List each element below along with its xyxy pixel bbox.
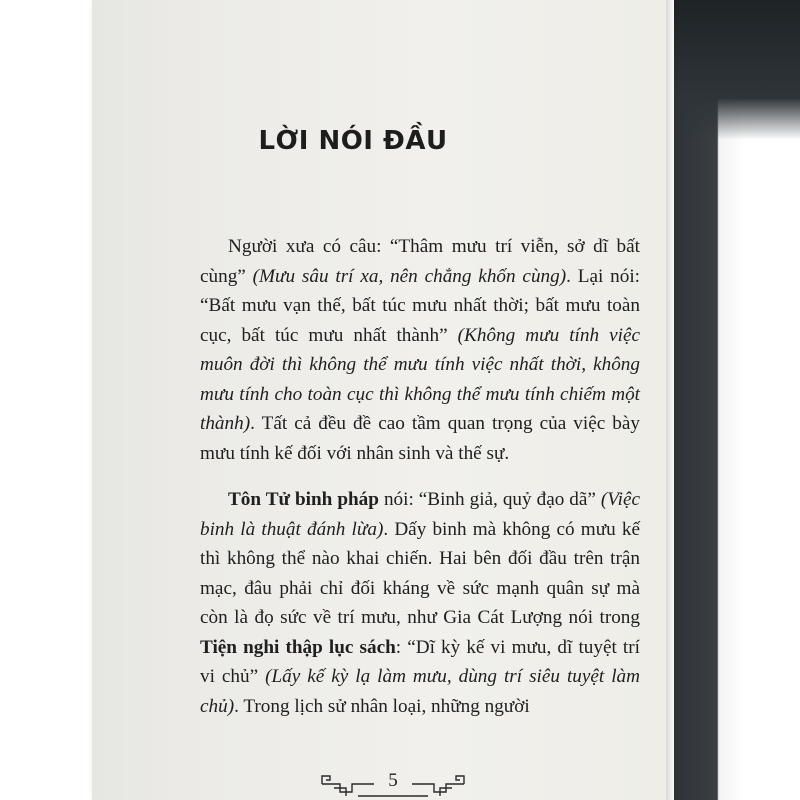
page-footer	[318, 766, 468, 800]
paragraph-2-italic-1: (Việc binh là thuật đánh lừa)	[200, 489, 640, 540]
paragraph-1-text-1: Người xưa có câu: “Thâm mưu trí viễn, sở dĩ bất cùng”	[200, 236, 640, 287]
page-number: 5	[388, 770, 398, 791]
paragraph-2-bold-1: Tôn Tử binh pháp	[228, 489, 379, 510]
paragraph-1	[200, 232, 640, 468]
paragraph-2-text-3: : “Dĩ kỳ kế vi mưu, dĩ tuyệt trí vi chủ”	[200, 636, 640, 687]
paragraph-2-text-1: nói: “Binh giả, quỷ đạo dã”	[378, 489, 601, 510]
paragraph-2-text-2: . Dấy binh mà không có mưu kế thì không thể nào khai chiến. Hai bên đối đầu trên trận mạc, đâu phải chỉ đối kháng về sức mạnh quân sự mà còn là đọ sức về trí mưu, như Gia Cát Lượng nói trong	[200, 518, 640, 628]
page-edge	[666, 0, 674, 800]
paragraph-2-text-4: . Trong lịch sử nhân loại, những người	[234, 695, 530, 717]
background-shadow	[660, 0, 800, 140]
paragraph-2	[200, 485, 640, 721]
paragraph-2-italic-2: (Lấy kế kỳ lạ làm mưu, dùng trí siêu tuyệt làm chủ)	[200, 666, 640, 717]
page-title: LỜI NÓI ĐẦU	[258, 126, 448, 156]
paragraph-1-text-2: . Lại nói: “Bất mưu vạn thế, bất túc mưu nhất thời; bất mưu toàn cục, bất túc mưu nhất thành”	[200, 265, 640, 346]
paragraph-2-bold-2: Tiện nghi thập lục sách	[200, 636, 396, 658]
paragraph-1-italic-1: (Mưu sâu trí xa, nên chẳng khốn cùng)	[252, 265, 567, 287]
paragraph-1-italic-2: (Không mưu tính việc muôn đời thì không thể mưu tính việc nhất thời, không mưu tính cho toàn cục thì không thể mưu tính chiếm một thành)	[200, 324, 640, 434]
paragraph-1-text-3: . Tất cả đều đề cao tầm quan trọng của việc bày mưu tính kế đối với nhân sinh và thế sự.	[200, 413, 640, 464]
